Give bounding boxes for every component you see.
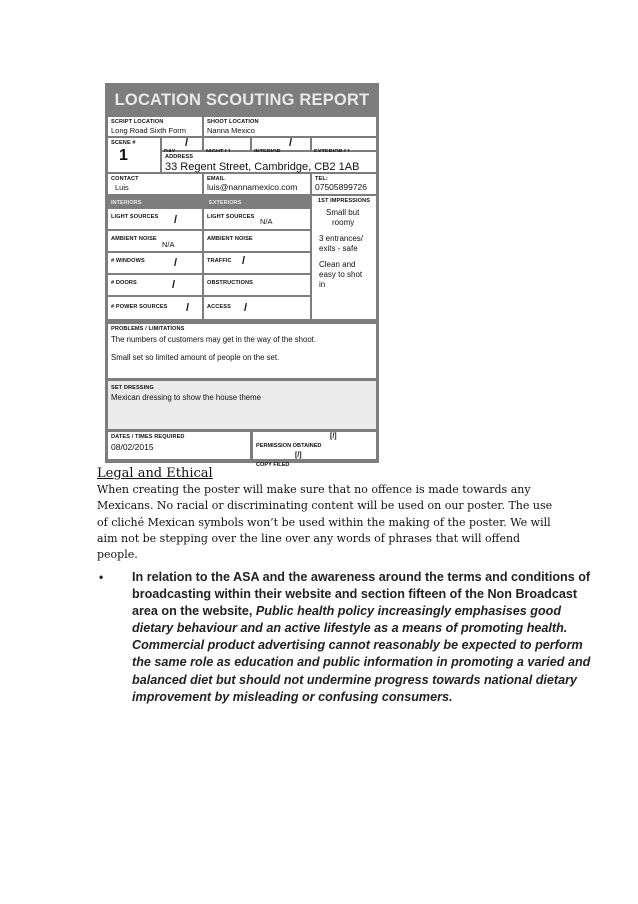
night-cell bbox=[204, 138, 250, 150]
power-sources-check-mark: / bbox=[186, 302, 190, 314]
legal-line: When creating the poster will make sure that no offence is made towards any bbox=[97, 483, 531, 496]
exterior-cell bbox=[312, 138, 376, 150]
doors-cell: # DOORS / bbox=[108, 275, 202, 295]
access-check-mark: / bbox=[244, 302, 248, 314]
script-location-value: Long Road Sixth Form bbox=[111, 126, 187, 135]
day-check-mark: / bbox=[185, 137, 189, 149]
legal-line: people. bbox=[97, 548, 138, 562]
impressions-list: Small but roomy 3 entrances/ exits - safe Clean and easy to shot in bbox=[319, 208, 364, 289]
shoot-location-cell: SHOOT LOCATION Nanna Mexico bbox=[204, 117, 376, 136]
permission-check-mark: [/] bbox=[330, 433, 337, 440]
interior-cell bbox=[252, 138, 310, 150]
scene-cell: SCENE # 1 bbox=[108, 138, 160, 172]
bullet-line: Commercial product advertising cannot reasonably be expected to perform bbox=[132, 638, 583, 653]
shoot-location-value: Nanna Mexico bbox=[207, 126, 255, 135]
exterior-light-sources-value: N/A bbox=[260, 217, 273, 226]
legal-heading: Legal and Ethical bbox=[97, 466, 213, 481]
copy-filed-check-mark: [/] bbox=[295, 452, 302, 459]
bullet-dot: • bbox=[99, 570, 104, 584]
address-cell: ADDRESS 33 Regent Street, Cambridge, CB2 1AB bbox=[162, 152, 376, 172]
problems-cell: PROBLEMS / LIMITATIONS The numbers of customers may get in the way of the shoot. Small set so limited amount of people on the set. bbox=[108, 324, 376, 378]
legal-line: of cliché Mexican symbols won’t be used within the making of the poster. We will bbox=[97, 515, 551, 529]
set-dressing-value: Mexican dressing to show the house theme bbox=[111, 393, 261, 402]
traffic-check-mark: / bbox=[242, 255, 246, 267]
email-cell: EMAIL luis@nannamexico.com bbox=[204, 174, 310, 194]
script-location-cell: SCRIPT LOCATION Long Road Sixth Form bbox=[108, 117, 202, 136]
bullet-line: In relation to the ASA and the awareness around the terms and conditions of bbox=[132, 570, 591, 584]
power-sources-cell: # POWER SOURCES / bbox=[108, 297, 202, 319]
legal-line: Mexicans. No racial or discriminating content will be used on our poster. The use bbox=[97, 499, 553, 513]
set-dressing-cell: SET DRESSING Mexican dressing to show the house theme bbox=[108, 381, 376, 429]
first-impressions-cell: 1ST IMPRESSIONS Small but roomy 3 entrances/ exits - safe Clean and easy to shot in bbox=[312, 196, 376, 319]
day-cell bbox=[162, 138, 202, 150]
contact-cell: CONTACT Luis bbox=[108, 174, 202, 194]
bullet-line: area on the website, Public health policy increasingly emphasises good bbox=[132, 604, 562, 619]
access-cell: ACCESS / bbox=[204, 297, 310, 319]
legal-ethical-section bbox=[97, 466, 553, 563]
interior-check-mark: / bbox=[289, 137, 293, 149]
problems-line-1: The numbers of customers may get in the way of the shoot. bbox=[111, 335, 316, 344]
contact-value: Luis bbox=[115, 183, 129, 192]
bullet-line: dietary behaviour and an active lifestyle as a means of promoting health. bbox=[132, 621, 568, 636]
location-scouting-form bbox=[105, 83, 379, 468]
obstructions-cell: OBSTRUCTIONS bbox=[204, 275, 310, 295]
dates-cell: DATES / TIMES REQUIRED 08/02/2015 bbox=[108, 432, 250, 459]
exteriors-header: EXTERIORS bbox=[209, 200, 242, 206]
bullet-line: broadcasting within their website and section fifteen of the Non Broadcast bbox=[132, 587, 578, 602]
doors-check-mark: / bbox=[172, 279, 176, 291]
legal-line: aim not be stepping over the line over any words of phrases that will offend bbox=[97, 531, 521, 545]
bullet-text bbox=[132, 569, 612, 706]
bullet-line: improvement by misleading or confusing consumers. bbox=[132, 689, 453, 704]
interior-ambient-noise-value: N/A bbox=[162, 240, 175, 249]
email-value: luis@nannamexico.com bbox=[207, 182, 298, 192]
scene-number: 1 bbox=[119, 147, 128, 164]
form-title: LOCATION SCOUTING REPORT bbox=[114, 90, 370, 109]
windows-check-mark: / bbox=[174, 257, 178, 269]
windows-cell: # WINDOWS / bbox=[108, 253, 202, 273]
interior-ambient-noise-cell: AMBIENT NOISE N/A bbox=[108, 231, 202, 251]
exterior-ambient-noise-cell: AMBIENT NOISE bbox=[204, 231, 310, 251]
interior-light-check-mark: / bbox=[174, 214, 178, 226]
permission-cell: PERMISSION OBTAINED [/] COPY FILED [/] bbox=[253, 432, 376, 459]
traffic-cell: TRAFFIC / bbox=[204, 253, 310, 273]
bullet-line: the same role as education and public information in promoting a varied and bbox=[132, 655, 591, 670]
tel-value: 07505899726 bbox=[315, 182, 368, 192]
tel-cell: TEL: 07505899726 bbox=[312, 174, 376, 194]
interiors-header: INTERIORS bbox=[111, 200, 142, 206]
exterior-light-sources-cell: LIGHT SOURCES N/A bbox=[204, 209, 310, 229]
bullet-line: balanced diet but should not undermine progress towards national dietary bbox=[132, 672, 578, 687]
address-value: 33 Regent Street, Cambridge, CB2 1AB bbox=[165, 161, 360, 173]
interior-light-sources-cell: LIGHT SOURCES / bbox=[108, 209, 202, 229]
dates-value: 08/02/2015 bbox=[111, 442, 154, 452]
problems-line-2: Small set so limited amount of people on the set. bbox=[111, 353, 280, 362]
